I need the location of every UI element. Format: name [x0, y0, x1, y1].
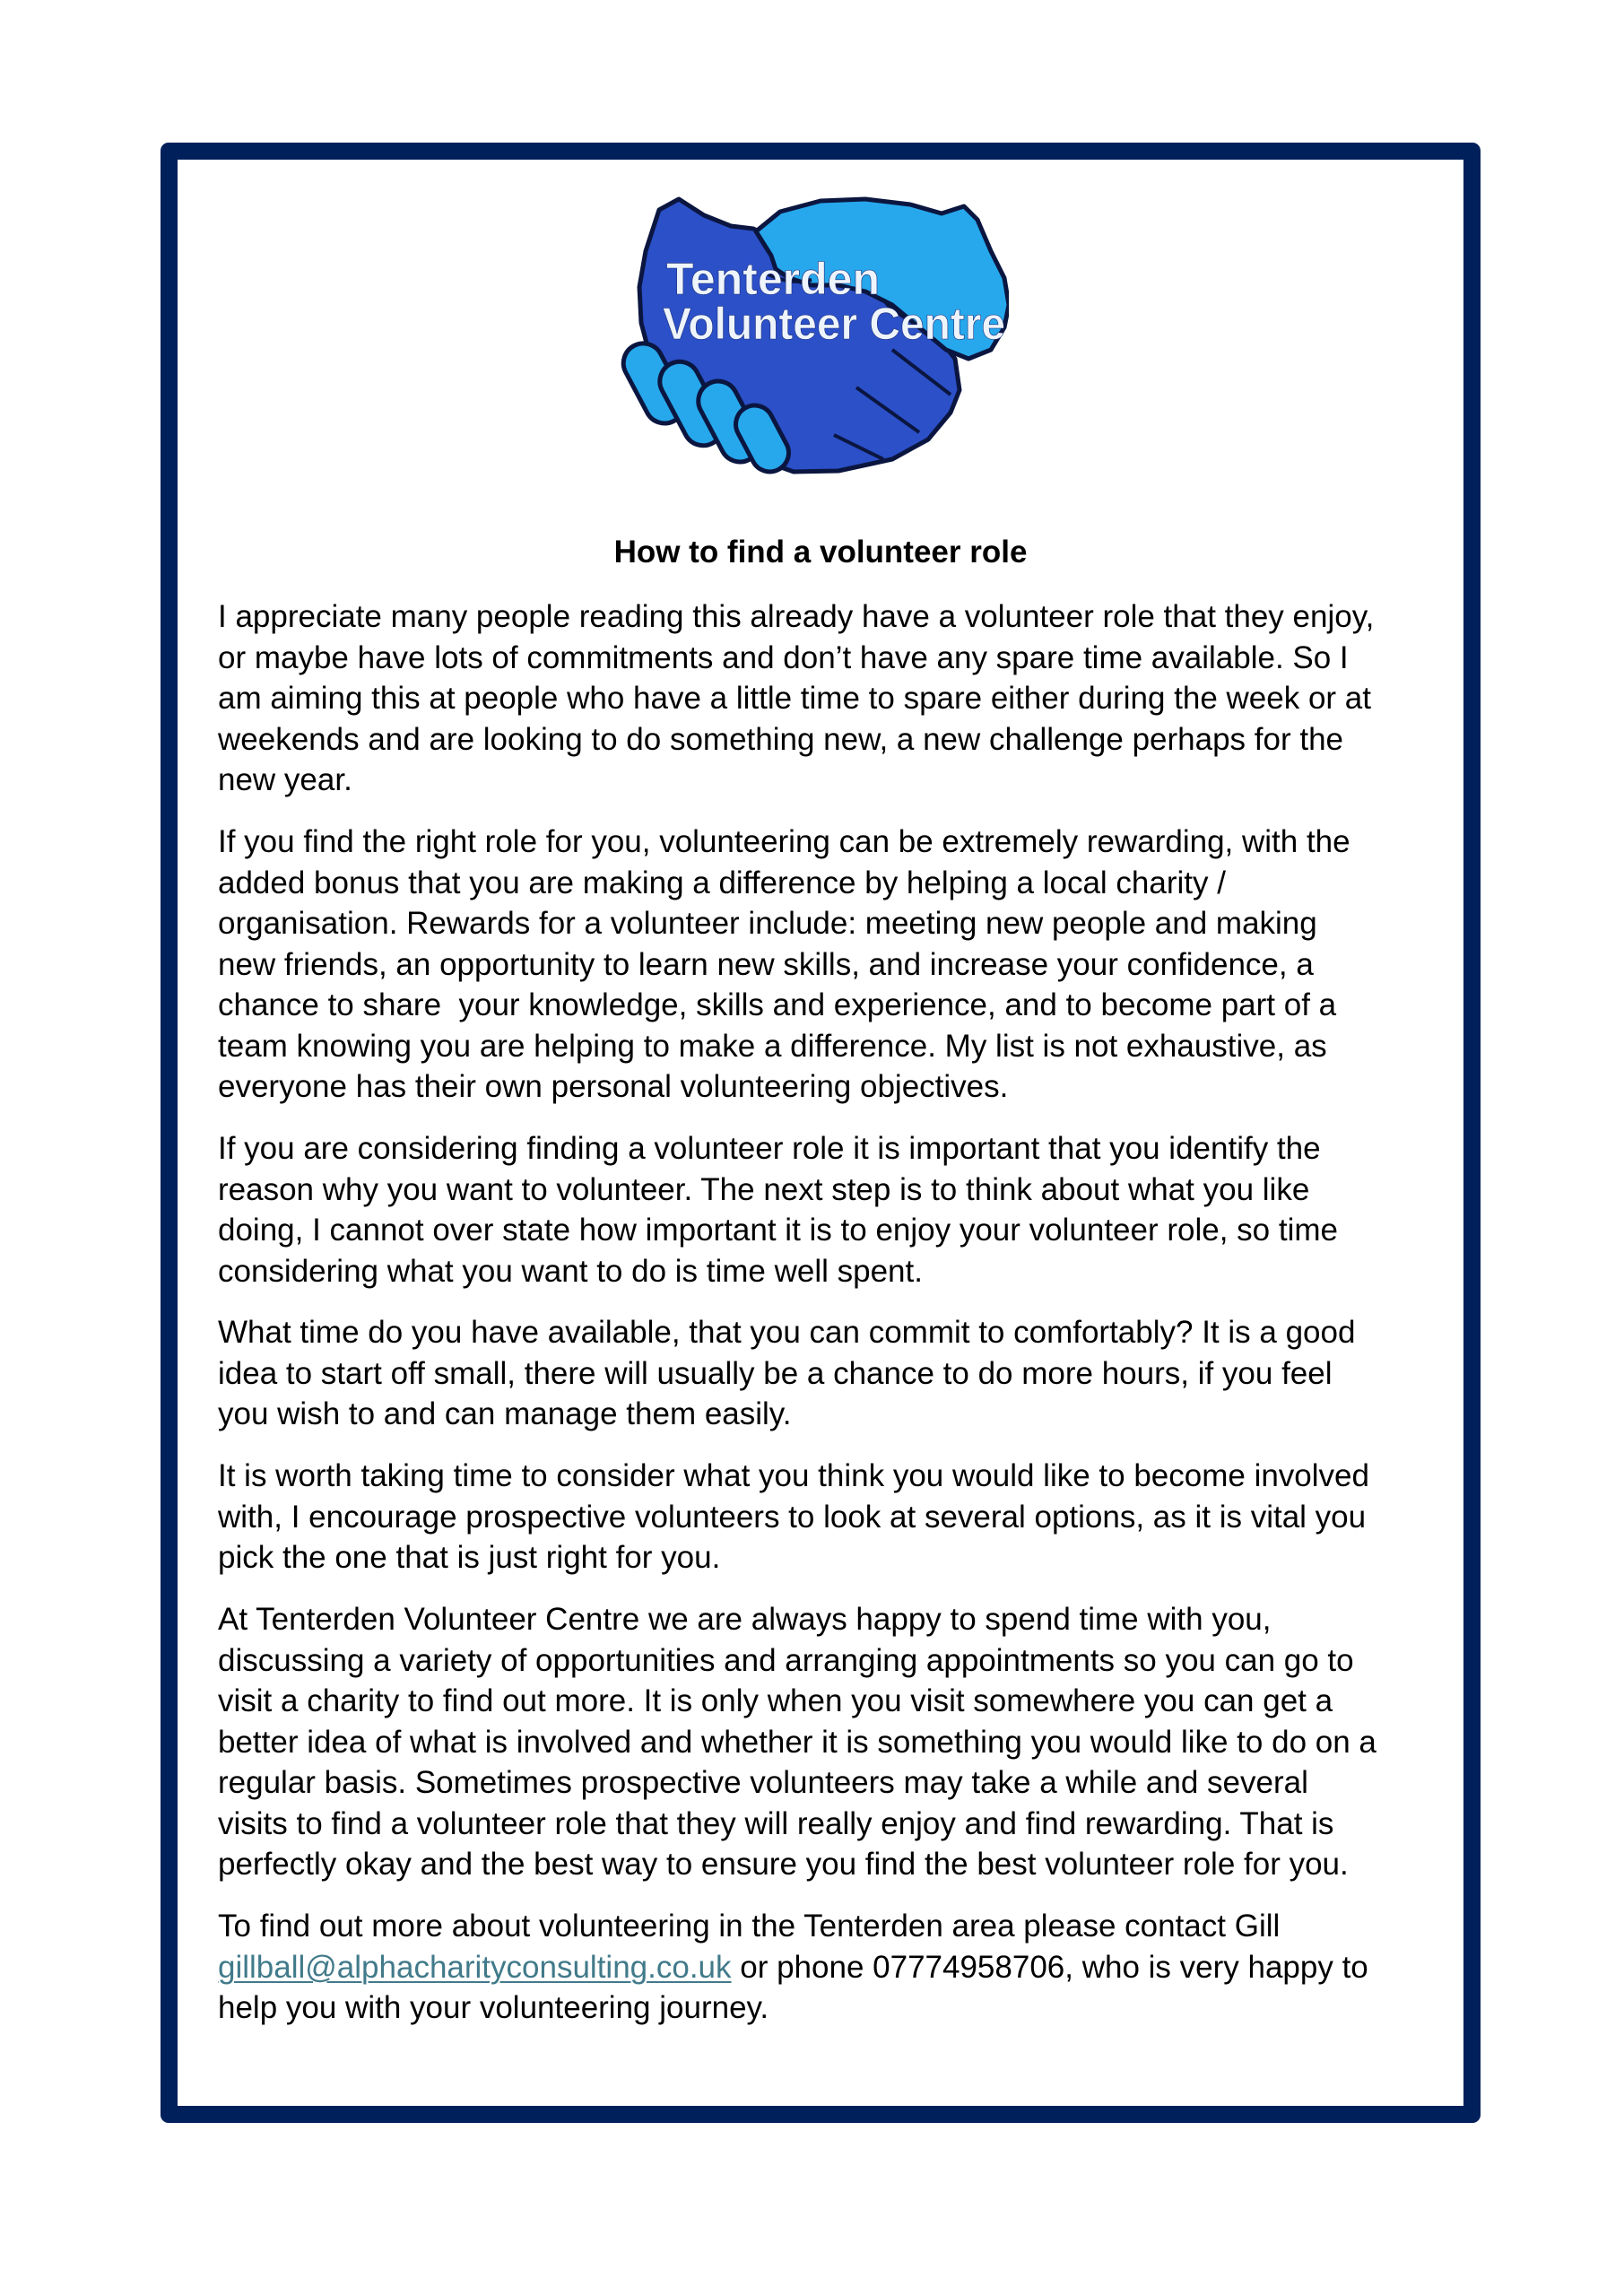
text-line: To find out more about volunteering in the Tenterden area please contact Gill [218, 1909, 1281, 1944]
text-line: What time do you have available, that you can commit to comfortably? It is a good [218, 1315, 1356, 1350]
article-title: How to find a volunteer role [613, 535, 1028, 570]
text-line: organisation. Rewards for a volunteer include: meeting new people and making [218, 906, 1317, 941]
text-line: idea to start off small, there will usually be a chance to do more hours, if you feel [218, 1355, 1333, 1391]
text-line: regular basis. Sometimes prospective volunteers may take a while and several [218, 1765, 1308, 1800]
text-line: new year. [218, 762, 352, 797]
text-line: or maybe have lots of commitments and don’t have any spare time available. So I [218, 639, 1349, 675]
text-line: new friends, an opportunity to learn new skills, and increase your confidence, a [218, 946, 1314, 982]
handshake-icon [596, 179, 1009, 484]
paragraph-intro [218, 596, 1374, 801]
text-line: help you with your volunteering journey. [218, 1990, 769, 2025]
text-line: better idea of what is involved and whether it is something you would like to do on a [218, 1724, 1376, 1760]
text-line: visits to find a volunteer role that they will really enjoy and find rewarding. That is [218, 1805, 1334, 1841]
text-line: considering what you want to do is time well spent. [218, 1253, 923, 1289]
logo-text-line2: Volunteer Centre [663, 299, 1005, 349]
tenterden-volunteer-centre-logo [596, 179, 1009, 484]
text-line: am aiming this at people who have a little time to spare either during the week or at [218, 681, 1371, 716]
text-line: added bonus that you are making a difference by helping a local charity / [218, 865, 1226, 900]
text-line: visit a charity to find out more. It is only when you visit somewhere you can get a [218, 1683, 1333, 1718]
text-line: If you are considering finding a volunteer role it is important that you identify the [218, 1131, 1321, 1166]
paragraph-centre-support [218, 1599, 1376, 1885]
text-line: reason why you want to volunteer. The next step is to think about what you like [218, 1171, 1310, 1207]
paragraph-contact [218, 1906, 1368, 2029]
text-line: with, I encourage prospective volunteers to look at several options, as it is vital you [218, 1499, 1367, 1535]
text-line: It is worth taking time to consider what you think you would like to become involved [218, 1458, 1369, 1493]
phone-text: or phone 07774958706, who is very happy to [731, 1949, 1368, 1985]
text-line: chance to share your knowledge, skills and experience, and to become part of a [218, 987, 1337, 1022]
text-line: everyone has their own personal volunteering objectives. [218, 1069, 1009, 1104]
text-line: I appreciate many people reading this already have a volunteer role that they enjoy, [218, 599, 1375, 634]
text-line: team knowing you are helping to make a difference. My list is not exhaustive, as [218, 1028, 1327, 1064]
text-line: you wish to and can manage them easily. [218, 1396, 792, 1431]
paragraph-rewards [218, 822, 1350, 1108]
paragraph-time-available [218, 1312, 1355, 1435]
text-line: pick the one that is just right for you. [218, 1540, 721, 1575]
text-line: If you find the right role for you, volunteering can be extremely rewarding, with the [218, 824, 1350, 859]
text-line: At Tenterden Volunteer Centre we are always happy to spend time with you, [218, 1602, 1272, 1637]
logo-text-line1: Tenterden [666, 254, 880, 304]
text-line: weekends and are looking to do something new, a new challenge perhaps for the [218, 721, 1344, 757]
email-link[interactable]: gillball@alphacharityconsulting.co.uk [218, 1949, 732, 1985]
text-line: discussing a variety of opportunities and arranging appointments so you can go to [218, 1642, 1354, 1678]
text-line: doing, I cannot over state how important it is to enjoy your volunteer role, so time [218, 1213, 1338, 1248]
paragraph-options [218, 1456, 1369, 1578]
text-line-with-email [218, 1947, 1368, 1988]
paragraph-reasons [218, 1128, 1338, 1292]
text-line: perfectly okay and the best way to ensure you find the best volunteer role for you. [218, 1847, 1349, 1882]
